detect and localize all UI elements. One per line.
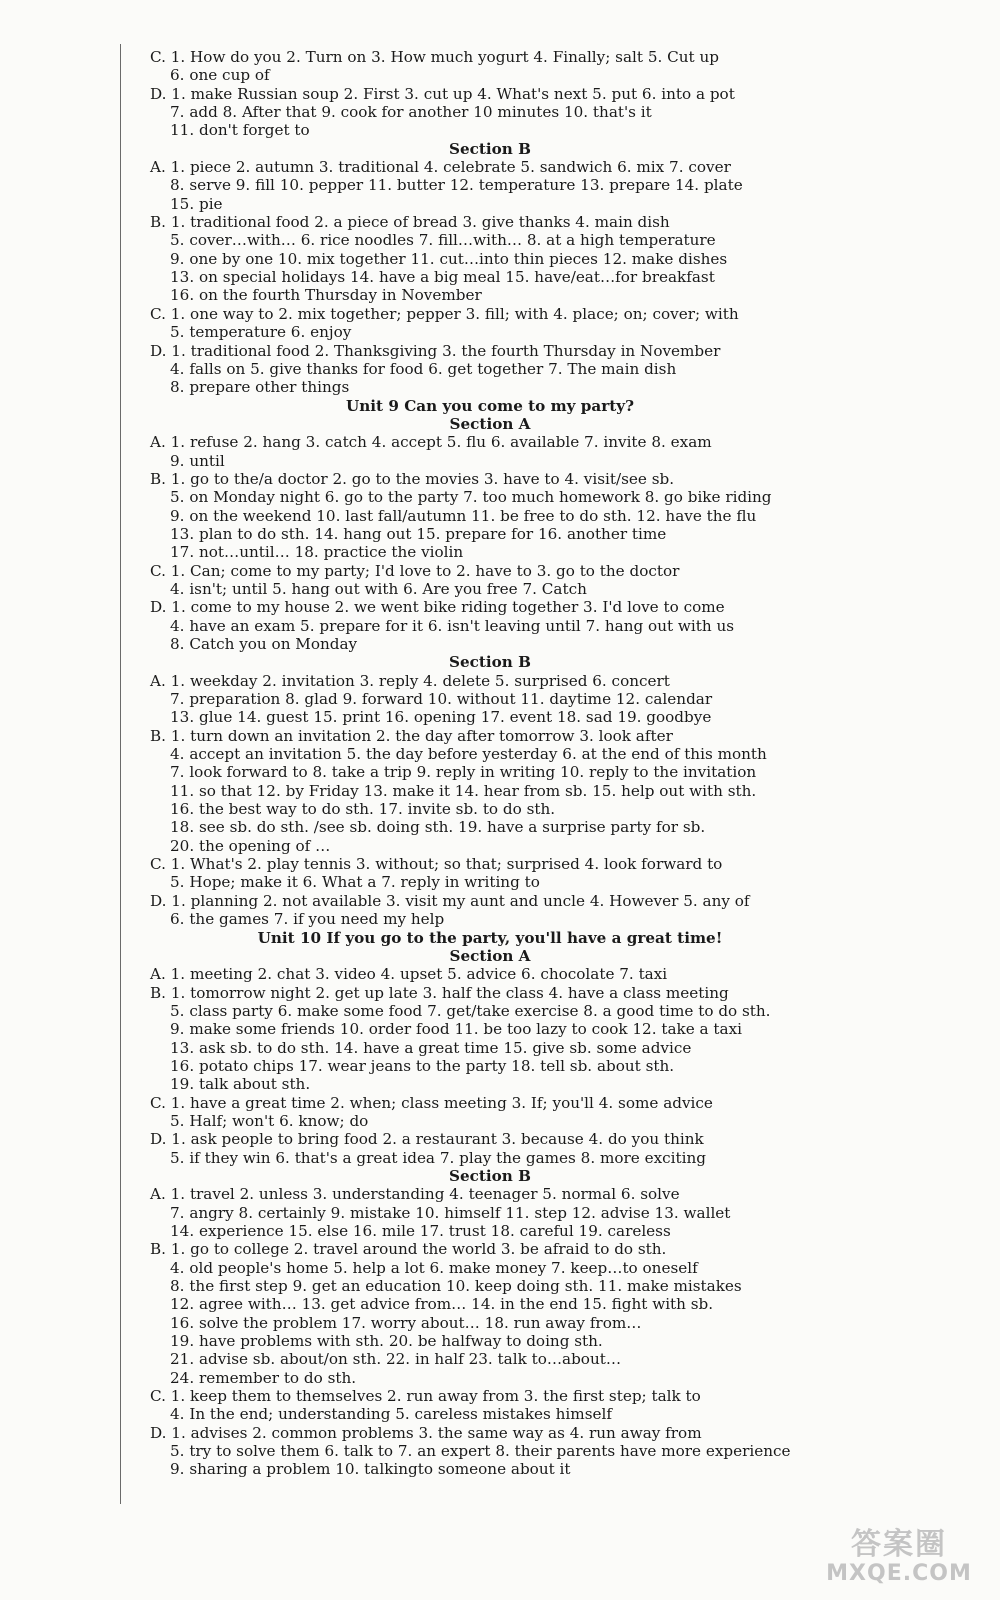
answer-line: 9. sharing a problem 10. talkingto someone about it (170, 1460, 571, 1479)
section-heading: Section B (449, 1166, 531, 1185)
answer-line: A. 1. weekday 2. invitation 3. reply 4. delete 5. surprised 6. concert (150, 671, 670, 690)
watermark-logo (824, 1528, 974, 1586)
answer-line: 8. prepare other things (170, 378, 350, 397)
answer-line: 5. if they win 6. that's a great idea 7. play the games 8. more exciting (170, 1148, 706, 1167)
answer-line: C. 1. one way to 2. mix together; pepper 3. fill; with 4. place; on; cover; with (150, 304, 739, 323)
answer-line: 4. accept an invitation 5. the day before yesterday 6. at the end of this month (170, 745, 767, 764)
answer-line: D. 1. make Russian soup 2. First 3. cut up 4. What's next 5. put 6. into a pot (150, 84, 735, 103)
answer-line: 7. preparation 8. glad 9. forward 10. without 11. daytime 12. calendar (170, 690, 713, 709)
answer-line: 4. In the end; understanding 5. careless mistakes himself (170, 1405, 612, 1424)
watermark-site: MXQE.COM (826, 1561, 972, 1586)
left-margin-rule (120, 44, 121, 1504)
answer-line: C. 1. How do you 2. Turn on 3. How much yogurt 4. Finally; salt 5. Cut up (150, 48, 719, 66)
answer-line: 9. on the weekend 10. last fall/autumn 11. be free to do sth. 12. have the flu (170, 506, 757, 525)
answer-line: 13. glue 14. guest 15. print 16. opening 17. event 18. sad 19. goodbye (170, 708, 712, 727)
answer-line: B. 1. go to college 2. travel around the world 3. be afraid to do sth. (150, 1240, 667, 1259)
answer-line: 11. so that 12. by Friday 13. make it 14. hear from sb. 15. help out with sth. (170, 781, 757, 800)
answer-line: 5. cover…with… 6. rice noodles 7. fill…with… 8. at a high temperature (170, 231, 716, 250)
answer-line: 19. talk about sth. (170, 1075, 311, 1094)
answer-line: 5. try to solve them 6. talk to 7. an expert 8. their parents have more experience (170, 1442, 791, 1461)
section-heading: Section A (449, 946, 531, 965)
answer-line: 13. on special holidays 14. have a big meal 15. have/eat…for breakfast (170, 268, 715, 287)
answer-line: 8. the first step 9. get an education 10. keep doing sth. 11. make mistakes (170, 1277, 742, 1296)
answer-line: C. 1. Can; come to my party; I'd love to 2. have to 3. go to the doctor (150, 561, 680, 580)
section-heading: Unit 9 Can you come to my party? (346, 396, 634, 415)
answer-line: 5. on Monday night 6. go to the party 7. too much homework 8. go bike riding (170, 488, 772, 507)
section-heading: Section A (449, 414, 531, 433)
answer-line: A. 1. meeting 2. chat 3. video 4. upset 5. advice 6. chocolate 7. taxi (150, 965, 668, 984)
answer-line: 20. the opening of … (170, 836, 331, 855)
answer-line: 12. agree with… 13. get advice from… 14. in the end 15. fight with sb. (170, 1295, 714, 1314)
answer-line: 16. potato chips 17. wear jeans to the party 18. tell sb. about sth. (170, 1056, 675, 1075)
answer-line: A. 1. refuse 2. hang 3. catch 4. accept 5. flu 6. available 7. invite 8. exam (150, 433, 712, 452)
answer-line: 8. serve 9. fill 10. pepper 11. butter 12. temperature 13. prepare 14. plate (170, 176, 743, 195)
answer-line: D. 1. come to my house 2. we went bike riding together 3. I'd love to come (150, 598, 725, 617)
answer-line: 11. don't forget to (170, 121, 310, 140)
answer-line: 5. temperature 6. enjoy (170, 323, 352, 342)
answer-line: 5. Hope; make it 6. What a 7. reply in writing to (170, 873, 540, 892)
section-heading: Section B (449, 139, 531, 158)
answer-line: 17. not…until… 18. practice the violin (170, 543, 464, 562)
answer-line: 16. solve the problem 17. worry about… 18. run away from… (170, 1313, 642, 1332)
answer-line: 8. Catch you on Monday (170, 635, 358, 653)
answer-line: A. 1. piece 2. autumn 3. traditional 4. celebrate 5. sandwich 6. mix 7. cover (150, 158, 731, 177)
answer-line: 9. make some friends 10. order food 11. be too lazy to cook 12. take a taxi (170, 1020, 743, 1039)
answer-line: D. 1. traditional food 2. Thanksgiving 3. the fourth Thursday in November (150, 341, 721, 360)
answer-line: 4. have an exam 5. prepare for it 6. isn't leaving until 7. hang out with us (170, 616, 735, 635)
answer-line: 14. experience 15. else 16. mile 17. trust 18. careful 19. careless (170, 1222, 671, 1240)
answer-line: 16. on the fourth Thursday in November (170, 286, 482, 305)
answer-line: 13. plan to do sth. 14. hang out 15. prepare for 16. another time (170, 524, 667, 543)
answer-line: D. 1. planning 2. not available 3. visit my aunt and uncle 4. However 5. any of (150, 891, 750, 910)
answer-line: 4. old people's home 5. help a lot 6. make money 7. keep…to oneself (170, 1258, 698, 1277)
answer-line: A. 1. travel 2. unless 3. understanding 4. teenager 5. normal 6. solve (150, 1185, 680, 1204)
answer-line: 15. pie (170, 194, 223, 213)
answer-line: 4. isn't; until 5. hang out with 6. Are you free 7. Catch (170, 579, 587, 598)
answer-line: 21. advise sb. about/on sth. 22. in half 23. talk to…about… (170, 1350, 622, 1369)
answer-line: D. 1. advises 2. common problems 3. the same way as 4. run away from (150, 1423, 702, 1442)
answer-line: B. 1. tomorrow night 2. get up late 3. half the class 4. have a class meeting (150, 983, 729, 1002)
answer-line: 16. the best way to do sth. 17. invite sb. to do sth. (170, 800, 556, 819)
answer-line: C. 1. keep them to themselves 2. run away from 3. the first step; talk to (150, 1387, 701, 1406)
watermark-chinese: 答案圈 (851, 1527, 947, 1562)
answer-line: 7. angry 8. certainly 9. mistake 10. himself 11. step 12. advise 13. wallet (170, 1203, 731, 1222)
answer-key-page (150, 48, 830, 1479)
answer-line: C. 1. What's 2. play tennis 3. without; so that; surprised 4. look forward to (150, 855, 723, 874)
section-heading: Unit 10 If you go to the party, you'll have a great time! (257, 928, 723, 947)
answer-line: 6. one cup of (170, 66, 270, 85)
answer-line: 18. see sb. do sth. /see sb. doing sth. 19. have a surprise party for sb. (170, 818, 706, 837)
answer-line: 19. have problems with sth. 20. be halfway to doing sth. (170, 1332, 603, 1351)
answer-line: B. 1. traditional food 2. a piece of bread 3. give thanks 4. main dish (150, 213, 670, 232)
answer-line: 5. class party 6. make some food 7. get/take exercise 8. a good time to do sth. (170, 1001, 771, 1020)
answer-line: 4. falls on 5. give thanks for food 6. get together 7. The main dish (170, 359, 677, 378)
answer-line: 13. ask sb. to do sth. 14. have a great time 15. give sb. some advice (170, 1038, 692, 1057)
answer-line: B. 1. go to the/a doctor 2. go to the movies 3. have to 4. visit/see sb. (150, 469, 675, 488)
answer-line: 7. look forward to 8. take a trip 9. reply in writing 10. reply to the invitation (170, 763, 757, 782)
answer-line: C. 1. have a great time 2. when; class meeting 3. If; you'll 4. some advice (150, 1093, 713, 1112)
answer-line: 5. Half; won't 6. know; do (170, 1111, 369, 1130)
answer-line: B. 1. turn down an invitation 2. the day after tomorrow 3. look after (150, 726, 673, 745)
answer-line: 9. one by one 10. mix together 11. cut…into thin pieces 12. make dishes (170, 249, 728, 268)
answer-line: 6. the games 7. if you need my help (170, 910, 445, 929)
answer-line: 24. remember to do sth. (170, 1368, 357, 1387)
answer-line: D. 1. ask people to bring food 2. a restaurant 3. because 4. do you think (150, 1130, 704, 1149)
answer-line: 9. until (170, 451, 225, 470)
section-heading: Section B (449, 653, 531, 672)
answer-line: 7. add 8. After that 9. cook for another 10 minutes 10. that's it (170, 103, 652, 122)
